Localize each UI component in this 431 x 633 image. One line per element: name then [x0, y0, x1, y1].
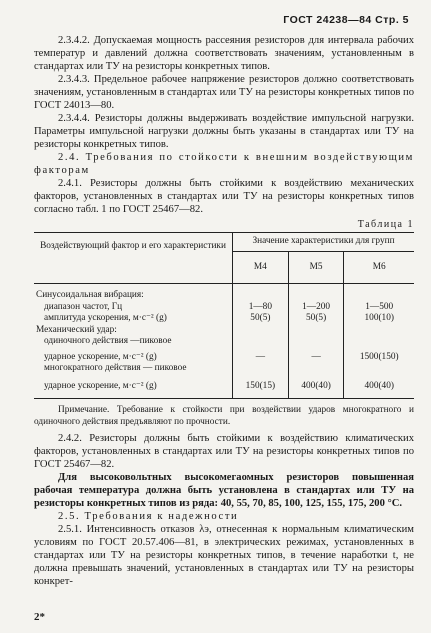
table-header-m4: М4 [233, 251, 289, 284]
paragraph-2-5-1: 2.5.1. Интенсивность отказов λэ, отнесенная к нормальным климатическим условиям по ГОСТ 20.57.406—81, в электрических режимах, установленных в стандартах или ТУ на резисторы конкретных типов, в течение наработки t, не должна превышать значений, установленных в стандартах или ТУ на резисторы конкрет- [34, 524, 414, 587]
paragraph-2-4-1: 2.4.1. Резисторы должны быть стойкими к воздействию механических факторов, установленных в стандартах или ТУ на резисторы конкретных типов согласно табл. 1 по ГОСТ 25467—82. [34, 178, 414, 215]
paragraph-2-4-2: 2.4.2. Резисторы должны быть стойкими к воздействию климатических факторов, установленных в стандартах или ТУ на резисторы конкретных типов по ГОСТ 25467—82. [34, 433, 414, 470]
section-heading-2-5: 2.5. Требования к надежности [58, 511, 239, 522]
table-row: ударное ускорение, м·с⁻² (g) 150(15) 400(40) 400(40) [34, 375, 414, 399]
sheet-mark: 2* [34, 611, 45, 623]
table-row: ударное ускорение, м·с⁻² (g) — — 1500(150) [34, 348, 414, 364]
page-header: ГОСТ 24238—84 Стр. 5 [283, 14, 409, 26]
paragraph-2-3-4-4: 2.3.4.4. Резисторы должны выдерживать воздействие импульсной нагрузки. Параметры импульсной нагрузки должны быть указаны в стандартах или ТУ на резисторы конкретных типов. [34, 113, 414, 150]
table-caption: Таблица 1 [357, 219, 414, 230]
paragraph-high-voltage: Для высоковольтных высокомегаомных резисторов повышенная рабочая температура должна быть установлена в стандартах или ТУ на резисторы конкретных типов из ряда: 40, 55, 70, 85, 100, 125, 155, 175, 200 °С. [34, 472, 414, 509]
table-header-factor: Воздействующий фактор и его характеристики [40, 241, 226, 251]
paragraph-2-3-4-3: 2.3.4.3. Предельное рабочее напряжение резисторов должно соответствовать значениям, установленным в стандартах или ТУ на резисторы конкретных типов по ГОСТ 24013—80. [34, 74, 415, 111]
paragraph-2-3-4-2: 2.3.4.2. Допускаемая мощность рассеяния резисторов для интервала рабочих температур и давлений должна соответствовать значениям, установленным в стандартах или ТУ на резисторы конкретных типов. [34, 35, 414, 72]
table-row: Синусоидальная вибрация: [34, 284, 414, 302]
table-row: Механический удар: [34, 325, 414, 337]
spec-table [34, 232, 414, 399]
table-row: одиночного действия —пиковое [34, 336, 414, 348]
table-note: Примечание. Требование к стойкости при воздействии ударов многократного и одиночного действия предъявляют по прочности. [34, 405, 414, 427]
table-row: амплитуда ускорения, м·с⁻² (g) 50(5) 50(5) 100(10) [34, 313, 414, 325]
table-header-m6: М6 [344, 251, 414, 284]
table-header-m5: М5 [288, 251, 344, 284]
table-row: многократного действия — пиковое [34, 363, 414, 375]
table-header-group: Значение характеристики для групп [233, 233, 415, 252]
page-body [34, 34, 414, 588]
section-heading-2-4: 2.4. Требования по стойкости к внешним воздействующим факторам [34, 152, 414, 176]
table-row: диапазон частот, Гц 1—80 1—200 1—500 [34, 302, 414, 314]
